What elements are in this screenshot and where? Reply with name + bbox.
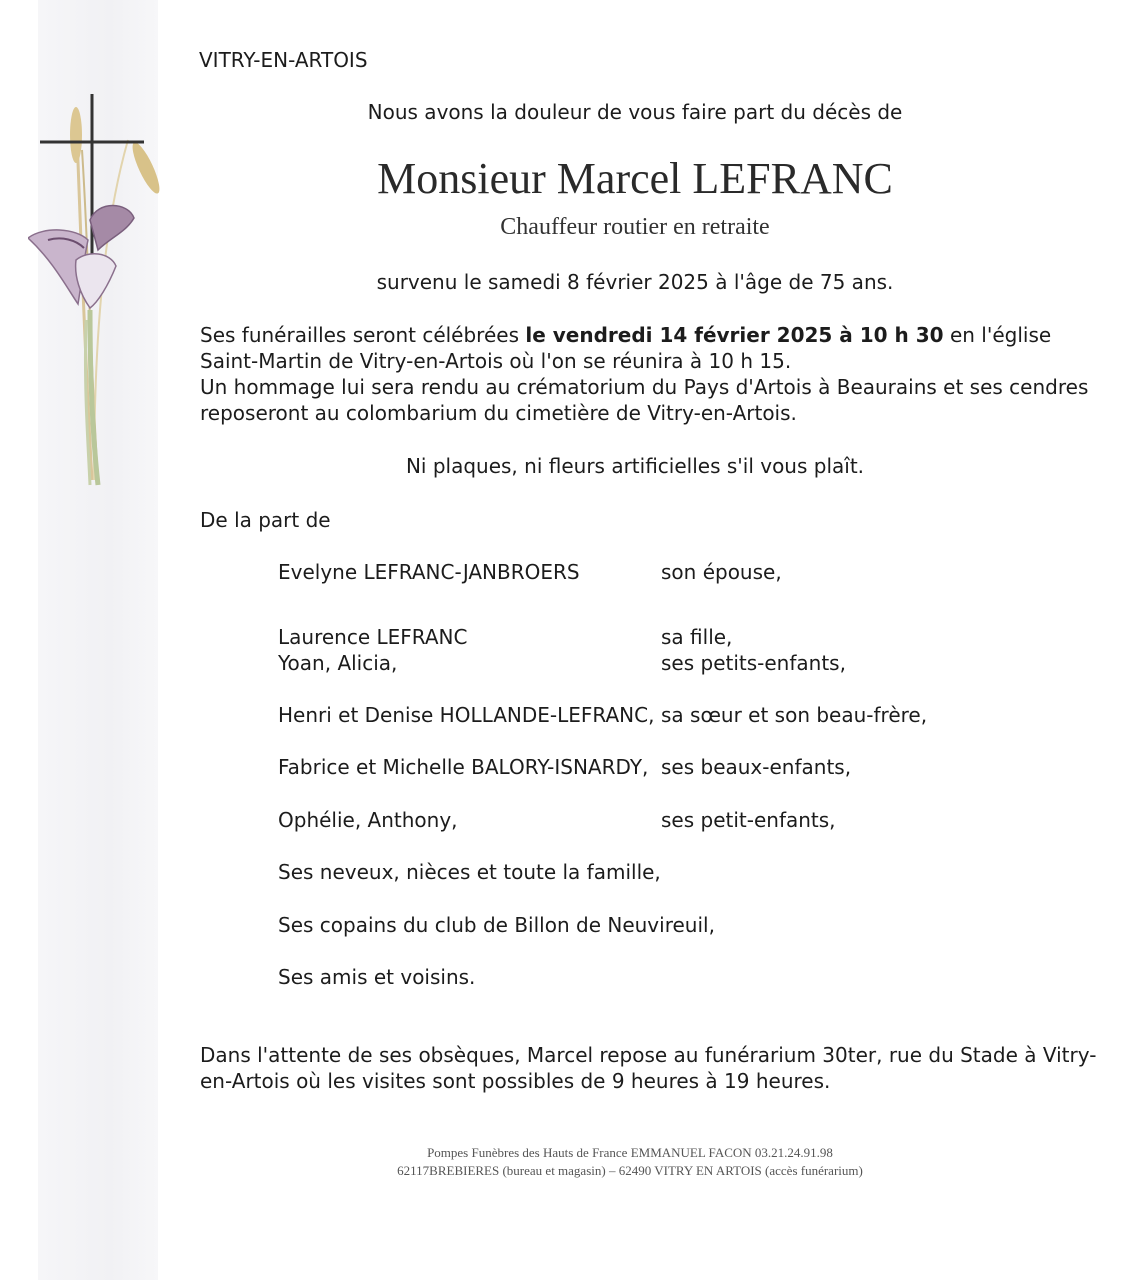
flowers-request: Ni plaques, ni fleurs artificielles s'il vous plaît. bbox=[405, 454, 865, 478]
family-name: Ophélie, Anthony, bbox=[278, 808, 458, 832]
family-name: Henri et Denise HOLLANDE-LEFRANC, bbox=[278, 703, 655, 727]
family-name: Fabrice et Michelle BALORY-ISNARDY, bbox=[278, 755, 649, 779]
family-other: Ses copains du club de Billon de Neuvireuil, bbox=[278, 913, 715, 937]
family-relation: son épouse, bbox=[661, 560, 782, 584]
location-heading: VITRY-EN-ARTOIS bbox=[199, 48, 368, 72]
visitation-line-1: Dans l'attente de ses obsèques, Marcel repose au funérarium 30ter, rue du Stade à Vitry- bbox=[200, 1043, 1097, 1067]
family-other: Ses neveux, nièces et toute la famille, bbox=[278, 860, 661, 884]
funeral-text: en l'église bbox=[943, 323, 1052, 347]
family-name: Laurence LEFRANC bbox=[278, 625, 468, 649]
footer bbox=[280, 1144, 980, 1180]
family-relation: sa fille, bbox=[661, 625, 733, 649]
wheat-head-icon bbox=[128, 140, 164, 197]
from-heading: De la part de bbox=[200, 508, 331, 532]
funeral-text: Ses funérailles seront célébrées bbox=[200, 323, 526, 347]
footer-line-2: 62117BREBIERES (bureau et magasin) – 62490 VITRY EN ARTOIS (accès funérarium) bbox=[397, 1163, 863, 1178]
funeral-line-4: reposeront au colombarium du cimetière de Vitry-en-Artois. bbox=[200, 401, 797, 425]
intro-line: Nous avons la douleur de vous faire part du décès de bbox=[367, 100, 903, 124]
family-relation: ses beaux-enfants, bbox=[661, 755, 852, 779]
funeral-date: le vendredi 14 février 2025 à 10 h 30 bbox=[525, 323, 944, 347]
wheat-head-icon bbox=[70, 107, 82, 163]
visitation-line-2: en-Artois où les visites sont possibles de 9 heures à 19 heures. bbox=[200, 1069, 831, 1093]
family-name: Evelyne LEFRANC-JANBROERS bbox=[278, 560, 580, 584]
funeral-line-1 bbox=[200, 322, 1051, 348]
deceased-name: Monsieur Marcel LEFRANC bbox=[377, 154, 893, 203]
footer-line-1: Pompes Funèbres des Hauts de France EMMANUEL FACON 03.21.24.91.98 bbox=[427, 1145, 833, 1160]
funeral-line-2: Saint-Martin de Vitry-en-Artois où l'on se réunira à 10 h 15. bbox=[200, 349, 792, 373]
family-relation: ses petits-enfants, bbox=[661, 651, 846, 675]
family-name: Yoan, Alicia, bbox=[278, 651, 398, 675]
cross-lily-icon bbox=[28, 90, 168, 490]
funeral-line-3: Un hommage lui sera rendu au crématorium du Pays d'Artois à Beaurains et ses cendres bbox=[200, 375, 1089, 399]
family-other: Ses amis et voisins. bbox=[278, 965, 476, 989]
death-notice: survenu le samedi 8 février 2025 à l'âge de 75 ans. bbox=[376, 270, 894, 294]
deceased-occupation: Chauffeur routier en retraite bbox=[500, 214, 770, 240]
family-relation: sa sœur et son beau-frère, bbox=[661, 703, 928, 727]
family-relation: ses petit-enfants, bbox=[661, 808, 836, 832]
